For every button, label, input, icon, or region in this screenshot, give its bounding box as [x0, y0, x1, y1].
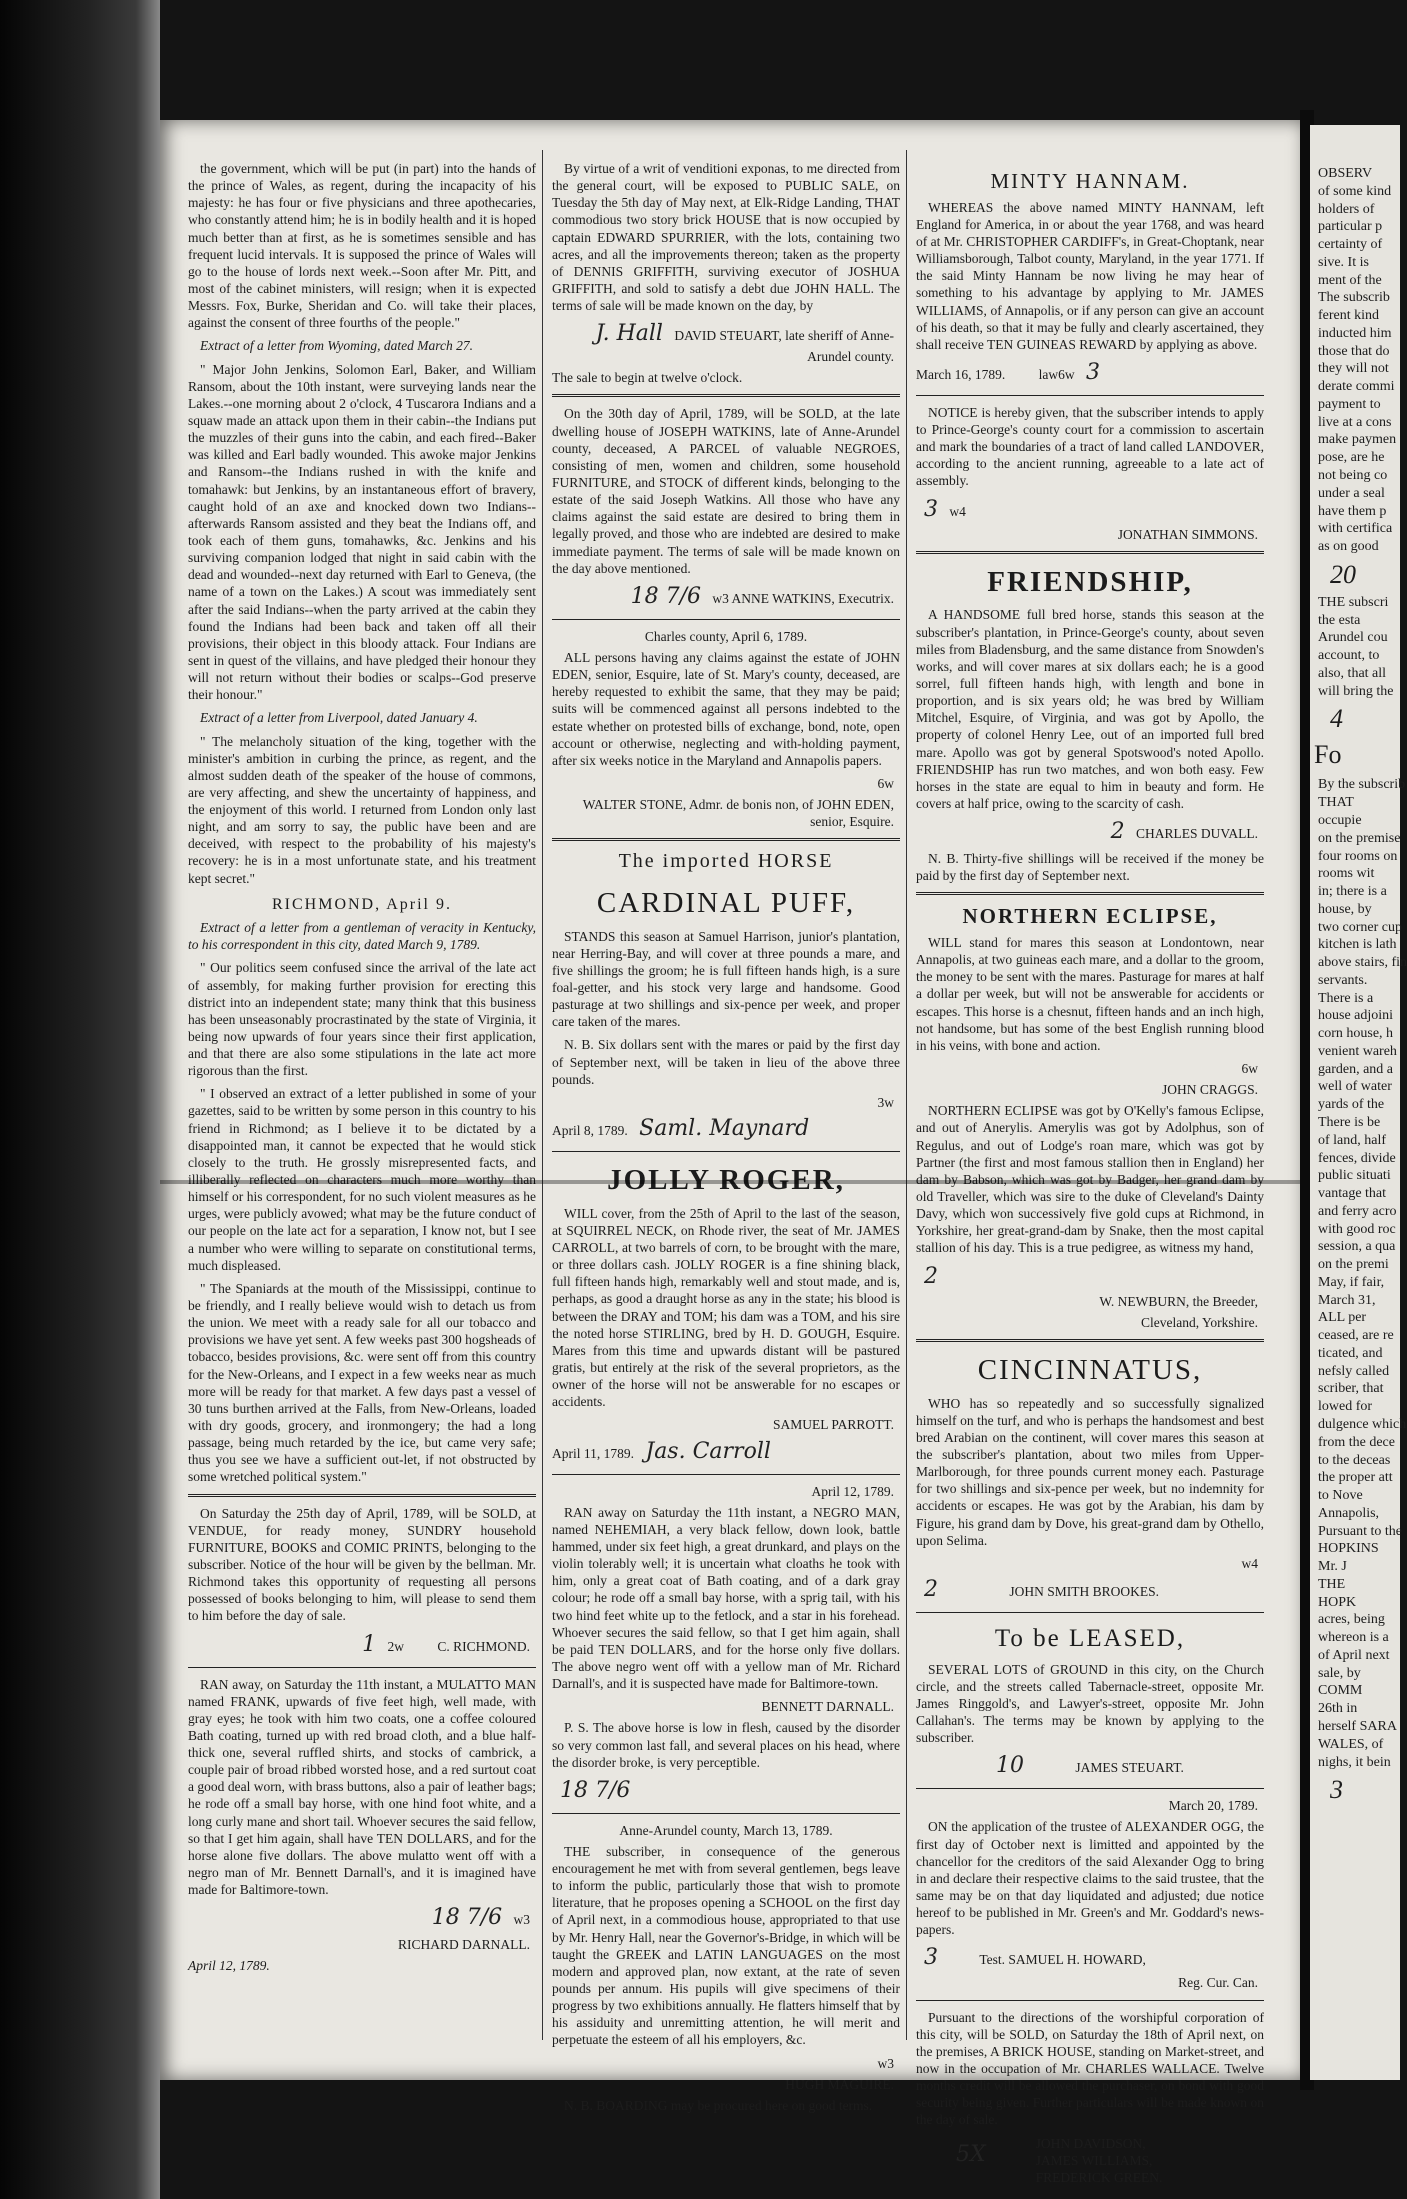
adjacent-page-line: The subscrib	[1318, 290, 1390, 306]
adjacent-page-line: acres, being	[1318, 1612, 1385, 1628]
ad-friendship-footer	[916, 818, 1258, 846]
divider	[916, 1612, 1264, 1613]
adjacent-page-heading: Fo	[1314, 740, 1342, 770]
adjacent-page-line: sive. It is	[1318, 254, 1369, 270]
ad-venditioni-sale: By virtue of a writ of venditioni exponas, to me directed from the general court, will be exposed to PUBLIC SALE, on Tuesday the 5th day of May next, at Elk-Ridge Landing, THAT commodious two story brick HOUSE that is now occupied by captain EDWARD SPURRIER, with the lots, containing two acres, and all the improvements thereon; taken as the property of DENNIS GRIFFITH, surviving executor of JOSHUA GRIFFITH, and sold to satisfy a debt due JOHN HALL. The terms of sale will be made known on the day, by	[552, 161, 900, 314]
adjacent-page-line: 26th in	[1318, 1701, 1358, 1717]
adjacent-page-line: vantage that	[1318, 1186, 1387, 1202]
handwritten-mark: 3	[924, 496, 938, 522]
ad-hannam-date: March 16, 1789.	[916, 366, 1006, 382]
ad-roger-date: April 11, 1789.	[552, 1445, 634, 1461]
adjacent-page-line: and ferry acro	[1318, 1203, 1397, 1219]
handwritten-mark: 18 7/6	[431, 1905, 503, 1931]
adjacent-page-line: THE subscri	[1318, 594, 1389, 610]
adjacent-page-line: nighs, it bein	[1318, 1754, 1391, 1770]
adjacent-page-line: on the premise	[1318, 830, 1401, 846]
adjacent-page-line: session, a qua	[1318, 1239, 1396, 1255]
adjacent-page-line: dulgence which	[1318, 1417, 1407, 1432]
ad-code: w3	[513, 1912, 530, 1928]
adjacent-page-line: Pursuant to the	[1318, 1523, 1402, 1539]
ad-eden-date: Charles county, April 6, 1789.	[644, 628, 808, 644]
adjacent-page-line: with certifica	[1318, 521, 1393, 537]
divider	[916, 1788, 1264, 1789]
column-left	[188, 160, 536, 2040]
kentucky-heading: Extract of a letter from a gentleman of veracity in Kentucky, to his correspondent in this city, dated March 9, 1789.	[188, 920, 536, 953]
adjacent-page-line: payment to	[1318, 396, 1381, 412]
ad-school-signature: HUGH MAGUIRE.	[785, 2076, 894, 2092]
ad-code: w4	[949, 503, 966, 519]
adjacent-page-lines	[1310, 776, 1407, 1771]
adjacent-page-line: pose, are he	[1318, 450, 1385, 466]
adjacent-page-line: those that do	[1318, 343, 1390, 359]
column-rule	[906, 150, 907, 2040]
adjacent-page-line: THAT	[1318, 795, 1354, 811]
kentucky-paragraph-1: " Our politics seem confused since the arrival of the late act of assembly, for making further provision for erecting this district into an independent state; many think that this business has been unseasonably procrastinated by the state of Virginia, it being now upwards of four years since their first application, and that there are also some stipulations in the late act more rigorous than the first.	[188, 960, 536, 1079]
ad-horse-name: CARDINAL PUFF,	[596, 886, 856, 919]
divider	[916, 1339, 1264, 1342]
adjacent-page-line: ceased, are re	[1318, 1328, 1394, 1344]
handwritten-mark: J. Hall	[595, 321, 663, 347]
ad-brick-house-sale: Pursuant to the directions of the worshipful corporation of this city, will be SOLD, on Saturday the 18th of April next, on the premises, A BRICK HOUSE, standing on Market-street, and now in the occupation of Mr. CHARLES WALLACE. Twelve months credit will be allowed the purchaser, on bond with good security being given. Further particulars will be made known on the day of sale.	[916, 2009, 1264, 2128]
ad-leased-footer	[916, 1752, 1264, 1780]
adjacent-page-line: inducted him	[1318, 325, 1392, 341]
ad-horse-kicker: The imported HORSE	[618, 850, 834, 873]
adjacent-page-line: derate commi	[1318, 379, 1395, 395]
ad-brick-signatures	[1036, 2135, 1163, 2186]
ad-landover-footer	[916, 496, 1264, 524]
ad-vendue: On Saturday the 25th day of April, 1789, will be SOLD, at VENDUE, for ready money, SUNDRY household FURNITURE, BOOKS and COMIC PRINTS, belonging to the subscriber. Notice of the hour will be given by the bellman. Mr. Richmond takes this opportunity of requesting all persons possessed of books belonging to him, will please to send them to him before the day of sale.	[188, 1505, 536, 1624]
adjacent-page-line: COMM	[1318, 1683, 1363, 1699]
divider	[552, 394, 900, 397]
ad-hannam-headline: MINTY HANNAM.	[990, 169, 1190, 193]
adjacent-page-line: Arundel cou	[1318, 630, 1388, 646]
ad-runaway-nehemiah: RAN away on Saturday the 11th instant, a NEGRO MAN, named NEHEMIAH, a very black fellow, down look, battle hammed, under six feet high, a great drunkard, and plays on the violin tolerably well; it is uncertain what cloaths he took with him, only a great coat of Bath coating, and of a dark gray colour; he rode off a small bay horse, with a sprig tail, with his two hind feet white up to the fetlock, and a star in his forehead. Whoever secures the said fellow, so that I get him again, shall be paid TEN DOLLARS, and for the horse only five dollars. The above negro went off with a yellow man of Mr. Richard Darnall's, and it is suspected have made for Baltimore-town.	[552, 1504, 900, 1692]
adjacent-page-line: account, to	[1318, 648, 1380, 664]
divider	[552, 619, 900, 620]
ad-frank-signature-line	[188, 1904, 530, 1932]
column-right	[916, 160, 1264, 2185]
ad-venditioni-signature: DAVID STEUART, late sheriff of Anne-Arundel county.	[674, 328, 894, 365]
adjacent-page-fragment	[1310, 125, 1407, 2080]
adjacent-page-line: HOPK	[1318, 1594, 1357, 1610]
ad-vendue-signature: C. RICHMOND.	[437, 1638, 530, 1654]
adjacent-page-lines	[1310, 594, 1400, 701]
ad-cincinnatus-body: WHO has so repeatedly and so successfully signalized himself on the turf, and who is perhaps the handsomest and best bred Arabian on the continent, will cover mares this season at the subscriber's plantation, about two miles from Upper-Marlborough, for three pounds current money each. Pasturage for two shillings and six-pence per week, but no indemnity for accidents or escapes. He was got by the Arabian, his dam by Figure, his grand dam by Dove, his great-grand dam by Othello, upon Selima.	[916, 1395, 1264, 1548]
adjacent-page-line: May, if fair,	[1318, 1274, 1385, 1290]
ad-eclipse-signature: JOHN CRAGGS.	[1161, 1082, 1258, 1098]
ad-ogg-test: Test. SAMUEL H. HOWARD,	[979, 1952, 1146, 1968]
adjacent-page-line: OBSERV	[1318, 166, 1373, 181]
ad-friendship-signature: CHARLES DUVALL.	[1135, 826, 1258, 842]
ad-brick-signature-3: FREDERICK GREEN.	[1035, 2169, 1163, 2185]
adjacent-page-line: whereon is a	[1318, 1630, 1389, 1646]
adjacent-page-line: four rooms on	[1318, 848, 1398, 864]
divider	[552, 1813, 900, 1814]
ad-ogg-date: March 20, 1789.	[1168, 1798, 1258, 1814]
divider	[916, 2000, 1264, 2001]
newspaper-page	[160, 120, 1300, 2185]
ad-frank-signature: RICHARD DARNALL.	[397, 1937, 530, 1953]
ad-roger-footer	[552, 1438, 900, 1466]
adjacent-page-line: above stairs, fin	[1318, 955, 1407, 971]
handwritten-mark: 2	[924, 1577, 938, 1603]
divider	[916, 892, 1264, 895]
ad-eden-signature: WALTER STONE, Admr. de bonis non, of JOHN EDEN, senior, Esquire.	[582, 797, 894, 830]
ad-venditioni-note: The sale to begin at twelve o'clock.	[552, 370, 743, 386]
adjacent-page-line: of land, half	[1318, 1132, 1387, 1148]
kentucky-paragraph-3: " The Spaniards at the mouth of the Mississippi, continue to be friendly, and I really believe would wish to detach us from the union. We meet with a ready sale for all our tobacco and provisions we have yet sent. A few weeks past 300 hogsheads of tobacco, besides provisions, &c. were sent off from this country for the New-Orleans, and I expect in a few weeks near as much more will be ready for that market. A few days past a vessel of 30 tuns burthen arrived at the Falls, from New-Orleans, loaded with dry goods, grocery, and ironmongery; the had a long passage, being much retarded by the ice, but came very safe; thus you see we have a sufficient out-let, if not obstructed by some wretched political system."	[188, 1280, 536, 1485]
adjacent-page-line: as on good	[1318, 539, 1379, 555]
richmond-dateline: RICHMOND, April 9.	[271, 895, 452, 913]
adjacent-page-line: under a seal	[1318, 485, 1385, 501]
ad-brick-signature-2: JAMES WILLIAMS,	[1035, 2152, 1153, 2168]
ad-school-date: Anne-Arundel county, March 13, 1789.	[619, 1822, 833, 1838]
ad-horse-body: STANDS this season at Samuel Harrison, junior's plantation, near Herring-Bay, and will cover at three pounds a mare, and five shillings the groom; he is full fifteen hands high, is a sure foal-getter, and his stock very large and handsome. Good pasturage at two shillings and six-pence per week, and proper care taken of the mares.	[552, 928, 900, 1030]
adjacent-page-line: lowed for	[1318, 1399, 1373, 1415]
handwritten-mark: 10	[996, 1753, 1024, 1779]
adjacent-page-line: live at a cons	[1318, 414, 1392, 430]
ad-cincinnatus-code: w4	[1241, 1555, 1258, 1571]
adjacent-page-line: occupie	[1318, 812, 1362, 828]
ad-eclipse-breeder: W. NEWBURN, the Breeder,	[1099, 1293, 1258, 1309]
handwritten-mark: 1	[362, 1631, 377, 1657]
column-middle	[552, 160, 900, 2113]
handwritten-mark: 3	[1330, 1775, 1343, 1805]
ad-cincinnatus-signature: JOHN SMITH BROOKES.	[1009, 1584, 1160, 1600]
ad-nehemiah-ps: P. S. The above horse is low in flesh, caused by the disorder so very common last fall, and several places on his head, where the disorder broke, is very perceptible.	[552, 1720, 900, 1770]
adjacent-page-line: in; there is a	[1318, 884, 1387, 900]
ad-cincinnatus-headline: CINCINNATUS,	[977, 1353, 1203, 1386]
adjacent-page-lines	[1310, 165, 1400, 556]
ad-horse-footer	[552, 1115, 900, 1143]
handwritten-mark: 18 7/6	[560, 1777, 631, 1803]
adjacent-page-line: on the premi	[1318, 1257, 1389, 1273]
ad-leased-signature: JAMES STEUART.	[1075, 1760, 1184, 1776]
ad-brick-signature-1: JOHN DAVIDSON,	[1035, 2135, 1146, 2151]
handwritten-mark: 3	[1085, 359, 1100, 385]
ad-brick-footer	[916, 2135, 1264, 2186]
adjacent-page-line: house adjoini	[1318, 1008, 1394, 1024]
adjacent-page-line: have them p	[1318, 503, 1387, 519]
ad-hannam-body: WHEREAS the above named MINTY HANNAM, left England for America, in or about the year 1768, and was heard of at Mr. CHRISTOPHER CARDIFF's, in Great-Choptank, near Williamsborough, Talbot county, Maryland, in the year 1771. If the said Minty Hannam be now living he may hear of something to his advantage by applying to Mr. JAMES WILLIAMS, of Annapolis, or if any person can give an account of his death, so that it may be fully and clearly ascertained, they shall receive TEN GUINEAS REWARD by applying as above.	[916, 199, 1264, 352]
adjacent-page-line: particular p	[1318, 219, 1383, 235]
ad-vendue-signature-line	[188, 1631, 530, 1659]
adjacent-page-line: Annapolis,	[1318, 1505, 1380, 1521]
adjacent-page-line: not being co	[1318, 468, 1388, 484]
adjacent-page-line: house, by	[1318, 901, 1372, 917]
adjacent-page-line: WALES, of	[1318, 1736, 1384, 1752]
adjacent-page-line: to Nove	[1318, 1488, 1363, 1504]
adjacent-page-line: nefsly called	[1318, 1363, 1390, 1379]
adjacent-page-line: sale, by	[1318, 1665, 1361, 1681]
article-regency: the government, which will be put (in part) into the hands of the prince of Wales, as regent, during the incapacity of his majesty: he has four or five physicians and three apothecaries, who constantly attend him; he is in bodily health and it is hoped much better than at first, as he is sometimes sensible and has frequent lucid intervals. It is supposed the prince of Wales will go to the house of lords next week.--Soon after Mr. Pitt, and most of the cabinet ministers, will resign; when it is expected Messrs. Fox, Burke, Sheridan and Co. will take their places, against the consent of three fourths of the people."	[188, 161, 536, 331]
adjacent-page-line: two corner cup	[1318, 919, 1402, 935]
adjacent-page-line: servants.	[1318, 972, 1368, 988]
handwritten-mark: 4	[1330, 704, 1343, 734]
ad-eclipse-headline: NORTHERN ECLIPSE,	[962, 904, 1218, 929]
ad-ogg-footer	[916, 1944, 1264, 1972]
handwritten-signature: Saml. Maynard	[639, 1116, 810, 1141]
ad-school-code: w3	[877, 2055, 894, 2071]
column-rule	[542, 150, 543, 2040]
ad-watkins-sale: On the 30th day of April, 1789, will be SOLD, at the late dwelling house of JOSEPH WATKINS, late of Anne-Arundel county, deceased, A PARCEL of valuable NEGROES, consisting of men, women and children, some household FURNITURE, and STOCK of different kinds, belonging to the estate of the said Joseph Watkins. All those who have any claims against the said estate are desired to bring them in legally proved, and those who are indebted are desired to make immediate payment. The terms of sale will be made known on the day above mentioned.	[552, 406, 900, 576]
adjacent-page-line: THE	[1318, 1576, 1346, 1592]
adjacent-page-line: garden, and a	[1318, 1061, 1394, 1077]
adjacent-page-line: to the deceas	[1318, 1452, 1391, 1468]
ad-watkins-signature: ANNE WATKINS, Executrix.	[731, 590, 894, 606]
ad-horse-code: 3w	[877, 1094, 894, 1110]
ad-school-body: THE subscriber, in consequence of the generous encouragement he met with from several gentlemen, begs leave to inform the public, particularly those that wish to promote literature, that he proposes opening a SCHOOL on the first day of April next, in a commodious house, appropriated to that use by Mr. Henry Hall, near the Governor's-Bridge, in which will be taught the GREEK and LATIN LANGUAGES on the most modern and approved plan, now extant, at the rate of seven pounds per annum. His pupils will give specimens of their progress by two exhibitions annually. He flatters himself that by his assiduity and unremitting attention, he will merit and perpetuate the esteem of all his employers, &c.	[552, 1843, 900, 2048]
ad-eden-code: 6w	[877, 775, 894, 791]
ad-school-nb: N. B. BOARDING may be procured here on good terms.	[564, 2097, 873, 2113]
ad-leased-headline: To be LEASED,	[994, 1624, 1186, 1652]
ad-friendship-headline: FRIENDSHIP,	[987, 565, 1193, 598]
adjacent-page-line: well of water	[1318, 1079, 1392, 1095]
adjacent-page-line: Mr. J	[1318, 1559, 1347, 1575]
ad-eden-notice: ALL persons having any claims against the estate of JOHN EDEN, senior, Esquire, late of St. Mary's county, deceased, are hereby requested to exhibit the same, that they may be paid; suits will be commenced against all persons indebted to the estate whether on protested bills of exchange, bond, note, open account or otherwise, neglecting and with-holding payment, after six weeks notice in the Maryland and Annapolis papers.	[552, 649, 900, 768]
ad-roger-headline: JOLLY ROGER,	[607, 1163, 845, 1196]
adjacent-page-line: fences, divide	[1318, 1150, 1396, 1166]
adjacent-page-line: the esta	[1318, 612, 1361, 628]
ad-eclipse-pedigree: NORTHERN ECLIPSE was got by O'Kelly's famous Eclipse, and out of Anerylis. Amerylis was got by Adolphus, son of Regulus, and out of Lodge's roan mare, which was got by Partner (the first and most famous stallion then in England) her dam by Babson, which was got by Badger, her grand dam by old Traveller, which was sire to the duke of Cleveland's Dainty Davy, which won successively five gold cups at Richmond, in Yorkshire, her great-grand-dam by Snake, then the most capital stallion of his day. This is a true pedigree, as witness my hand,	[916, 1103, 1264, 1256]
ad-landover-notice: NOTICE is hereby given, that the subscriber intends to apply to Prince-George's county court for a commission to ascertain and mark the boundaries of a tract of land called LANDOVER, according to the ancient running, agreeable to a late act of assembly.	[916, 404, 1264, 489]
adjacent-page-line: make paymen	[1318, 432, 1397, 448]
ad-horse-date: April 8, 1789.	[552, 1123, 628, 1138]
divider	[188, 1494, 536, 1497]
adjacent-page-line: they will not	[1318, 361, 1389, 377]
ad-code: law6w	[1038, 366, 1075, 382]
adjacent-page-line: ticated, and	[1318, 1345, 1383, 1361]
article-liverpool: " The melancholy situation of the king, together with the minister's ambition in curbing the prince, as regent, and the almost sudden death of the speaker of the house of commons, are very affecting, and shew the uncertainty of happiness, and the enjoyment of this world. I returned from London only last night, and am sorry to say, the public have been and are deceived, with respect to the probability of his majesty's recovery: he is in a most unfortunate state, and his treatment kept secret."	[188, 733, 536, 886]
book-spine	[0, 0, 160, 2199]
handwritten-mark: 5X	[956, 2141, 986, 2167]
ad-eclipse-breeder-place: Cleveland, Yorkshire.	[1141, 1314, 1258, 1330]
ad-cincinnatus-footer	[916, 1576, 1264, 1604]
article-wyoming: " Major John Jenkins, Solomon Earl, Baker, and William Ransom, about the 10th instant, were surveying lands near the Lakes.--one morning about 2 o'clock, 4 Tuscarora Indians and a squaw made an attack upon them in their cabin--the Indians put the muzzles of their guns into the cabin, and each fired--Baker was killed and Earl badly wounded. This awoke major Jenkins and Ransom--the Indians rushed in with the knife and tomahawk: but Jenkins, by an instantaneous effort of bravery, caught hold of an axe and knocked down two Indians--afterwards Ransom assisted and they beat the Indians off, and took each of them guns, tomahawks, &c. Jenkins and his surviving companion lodged that night in said cabin with the dead and wounded--next day returned with Earl to Geneva, (the name of a town on the Lakes.) A scout was immediately sent after the said Indians--when the party arrived at the cabin they found the Indians had been back and taken off all their provisions, their object in this bloody attack. Four Indians are sent in quest of the villains, and have pledged their honour they will not return without their bodies or scalps--God preserve their honour."	[188, 361, 536, 703]
adjacent-page-line: ferent kind	[1318, 308, 1380, 324]
divider	[916, 395, 1264, 396]
adjacent-page-line: holders of	[1318, 201, 1375, 217]
adjacent-page-line: the proper att	[1318, 1470, 1393, 1486]
adjacent-page-line: also, that all	[1318, 665, 1387, 681]
adjacent-page-line: yards of the	[1318, 1097, 1385, 1113]
adjacent-page-line: kitchen is lath	[1318, 937, 1397, 953]
ad-code: 2w	[387, 1638, 404, 1654]
adjacent-page-line: rooms wit	[1318, 866, 1375, 882]
adjacent-page-line: will bring the	[1318, 683, 1394, 699]
ad-hannam-footer	[916, 359, 1264, 387]
adjacent-page-line: ALL per	[1318, 1310, 1367, 1326]
adjacent-page-line: herself SARA	[1318, 1719, 1397, 1735]
handwritten-mark: 2	[1110, 819, 1125, 845]
divider	[552, 1474, 900, 1475]
divider	[916, 551, 1264, 554]
ad-roger-signature: SAMUEL PARROTT.	[772, 1417, 894, 1433]
ad-nehemiah-mark-line	[552, 1777, 900, 1805]
ad-nehemiah-date: April 12, 1789.	[811, 1483, 894, 1499]
adjacent-page-line: scriber, that	[1318, 1381, 1384, 1397]
divider	[552, 1151, 900, 1152]
adjacent-page-line: venient wareh	[1318, 1043, 1397, 1059]
divider	[188, 1667, 536, 1668]
handwritten-mark: 3	[924, 1945, 938, 1971]
adjacent-page-line: corn house, h	[1318, 1026, 1394, 1042]
ad-leased-body: SEVERAL LOTS of GROUND in this city, on the Church circle, and the streets called Tabernacle-street, opposite Mr. James Ringgold's, and Lawyer's-street, opposite Mr. John Callahan's. The terms may be known by applying to the subscriber.	[916, 1661, 1264, 1746]
handwritten-signature: Jas. Carroll	[645, 1438, 771, 1464]
handwritten-mark: 18 7/6	[630, 583, 701, 609]
adjacent-page-line: public situati	[1318, 1168, 1391, 1184]
ad-nehemiah-signature: BENNETT DARNALL.	[761, 1699, 894, 1715]
ad-venditioni-signature-line	[552, 320, 894, 365]
ad-eclipse-mark-line	[916, 1263, 1264, 1291]
adjacent-page-line: HOPKINS	[1318, 1541, 1379, 1557]
liverpool-dateline: Extract of a letter from Liverpool, dated January 4.	[200, 710, 478, 726]
adjacent-page-line: of April next	[1318, 1647, 1390, 1663]
adjacent-page-line: with good roc	[1318, 1221, 1396, 1237]
adjacent-page-line: from the dece	[1318, 1434, 1395, 1450]
ad-watkins-signature-line	[552, 583, 894, 611]
adjacent-page-line: By the subscrib	[1318, 777, 1406, 793]
ad-eclipse-body: WILL stand for mares this season at Londontown, near Annapolis, at two guineas each mare, and a dollar to the groom, the money to be sent with the mares. Pasturage for mares at half a dollar per week, but will not be answerable for accidents or escapes. This horse is a chesnut, fifteen hands and an inch high, not handsome, but has some of the best English running blood in his veins, with bone and action.	[916, 935, 1264, 1053]
ad-eclipse-code: 6w	[1241, 1061, 1258, 1077]
ad-code: w3	[712, 590, 729, 606]
adjacent-page-line: of some kind	[1318, 183, 1392, 199]
divider	[552, 838, 900, 841]
ad-friendship-nb: N. B. Thirty-five shillings will be received if the money be paid by the first day of September next.	[916, 851, 1264, 884]
handwritten-mark: 2	[924, 1263, 938, 1289]
wyoming-dateline: Extract of a letter from Wyoming, dated March 27.	[200, 338, 473, 354]
ad-ogg-signature: Reg. Cur. Can.	[1178, 1975, 1258, 1991]
handwritten-mark: 20	[1330, 559, 1356, 589]
ad-landover-signature: JONATHAN SIMMONS.	[1117, 526, 1258, 542]
ad-friendship-body: A HANDSOME full bred horse, stands this season at the subscriber's plantation, in Prince-George's county, about seven miles from Bladensburg, and the same distance from Snowden's works, and will cover mares at six dollars each; he is a good sorrel, full fifteen hands high, with length and bone in proportion, and is six years old; he was bred by William Mitchel, Esquire, of Virginia, and was got by Apollo, the property of colonel Henry Lee, out of an imported full bred mare. Apollo was got by general Spotswood's noted Apollo. FRIENDSHIP has run two matches, and won both easy. Few horses in the state are equal to him in beauty and form. He covers at half price, owing to the scarcity of cash.	[916, 607, 1264, 812]
adjacent-page-line: There is be	[1318, 1114, 1381, 1130]
adjacent-page-line: certainty of	[1318, 237, 1383, 253]
adjacent-page-line: ment of the	[1318, 272, 1382, 288]
ad-frank-date: April 12, 1789.	[188, 1958, 270, 1974]
ad-ogg-notice: ON the application of the trustee of ALEXANDER OGG, the first day of October next is limitted and appointed by the chancellor for the creditors of the said Alexander Ogg to bring in and declare their respective claims to the said trustee, that the same may be on that day liquidated and adjusted; due notice hereof to be published in Mr. Green's and Mr. Goddard's news-papers.	[916, 1819, 1264, 1938]
adjacent-page-line: There is a	[1318, 990, 1374, 1006]
ad-roger-body: WILL cover, from the 25th of April to the last of the season, at SQUIRREL NECK, on Rhode river, the seat of Mr. JAMES CARROLL, at two barrels of corn, to be brought with the mare, or three dollars cash. JOLLY ROGER is a fine shining black, full fifteen hands high, remarkably well and stout made, and is, perhaps, as good a draught horse as any in the state; his blood is between the DRAY and TOM; his dam was a TOM, and his sire the noted horse STIRLING, bred by H. D. GOUGH, Esquire. Mares from this time and upwards distant will be pastured gratis, but entirely at the risk of the several proprietors, as the owner of the horse will not be answerable for no escapes or accidents.	[552, 1205, 900, 1410]
ad-runaway-frank: RAN away, on Saturday the 11th instant, a MULATTO MAN named FRANK, upwards of five feet high, well made, with gray eyes; he took with him two coats, one a coffee coloured Bath coating, turned up with red broad cloth, and a blue half-thick one, several ruffled shirts, and stocks of cambrick, a couple pair of broad ribbed worsted hose, and a red surtout coat a good deal worn, with brass buttons, also a pair of leather bags; he rode off a small bay horse, with one hind foot white, and a long curly mane and short tail. Whoever secures the said fellow, so that I get him again, shall have TEN DOLLARS, and for the horse alone five dollars. The above mulatto went off with a negro man of Mr. Bennett Darnall's, and it is imagined have made for Baltimore-town.	[188, 1676, 536, 1898]
ad-horse-nb: N. B. Six dollars sent with the mares or paid by the first day of September next, will be taken in lieu of the above three pounds.	[552, 1037, 900, 1087]
kentucky-paragraph-2: " I observed an extract of a letter published in some of your gazettes, said to be written by some person in this country to his friend in Richmond; as I believe it to be dictated by a disappointed man, it cannot be expected that he would stick closely to the truth. He grossly misrepresented facts, and illiberally reflected on characters much more worthy than himself or his correspondent, for no such violent measures as he urges, were publicly avowed; what may be the future conduct of our people on the late act for a separation, I know not, but I see a number who were willing to separate on constitutional terms, much displeased.	[188, 1086, 536, 1273]
adjacent-page-line: March 31,	[1318, 1292, 1376, 1308]
